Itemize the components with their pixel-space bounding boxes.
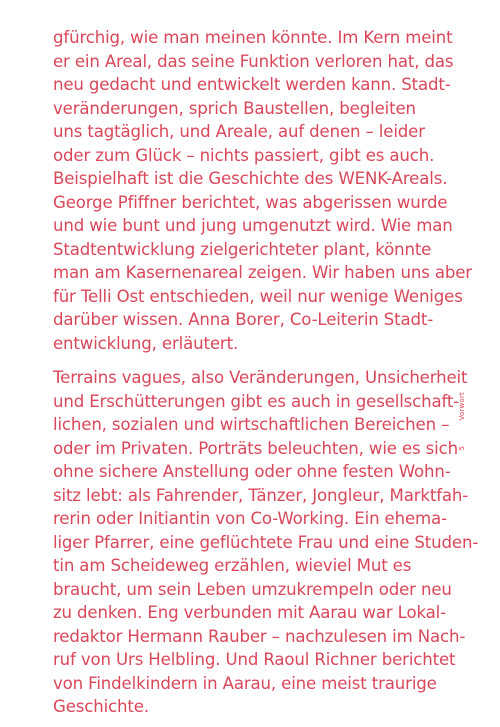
paragraph-1-line: man am Kasernenareal zeigen. Wir haben uns aber [53,263,472,282]
paragraph-1-line: Beispielhaft ist die Geschichte des WENK-Areals. [53,169,448,188]
paragraph-2-line: rerin oder Initiantin von Co-Working. Ein ehema- [53,509,447,528]
paragraph-1-line: gfürchig, wie man meinen könnte. Im Kern meint [53,28,453,47]
paragraph-2-line: liger Pfarrer, eine geflüchtete Frau und eine Studen- [53,532,479,552]
paragraph-1-line: oder zum Glück – nichts passiert, gibt es auch. [53,145,435,165]
paragraph-2-line: von Findelkindern in Aarau, eine meist traurige [53,673,437,693]
paragraph-2-line: Geschichte. [53,697,149,716]
paragraph-2-line: Terrains vagues, also Veränderungen, Unsicherheit [53,368,468,387]
paragraph-1-line: darüber wissen. Anna Borer, Co-Leiterin Stadt- [53,310,434,329]
paragraph-1-line: George Pfiffner berichtet, was abgerissen wurde [53,192,448,212]
paragraph-1-line: entwicklung, erläutert. [53,333,239,353]
paragraph-2-line: sitz lebt: als Fahrender, Tänzer, Jongleur, Marktfah- [53,485,469,505]
paragraph-1-line: für Telli Ost entschieden, weil nur wenige Weniges [53,286,463,306]
paragraph-2-line: redaktor Hermann Rauber – nachzulesen im Nach- [53,626,466,646]
paragraph-2-line: tin am Scheideweg erzählen, wieviel Mut es [53,556,412,575]
paragraph-2-line: braucht, um sein Leben umzukrempeln oder neu [53,579,452,599]
paragraph-2-line: lichen, sozialen und wirtschaftlichen Bereichen – [53,415,450,434]
paragraph-2-line: ruf von Urs Helbling. Und Raoul Richner berichtet [53,650,456,669]
paragraph-1-line: veränderungen, sprich Baustellen, begleiten [53,98,416,118]
section-label: Vorwort [458,392,466,421]
paragraph-2-line: ohne sichere Anstellung oder ohne festen Wohn- [53,462,451,481]
paragraph-1-line: und wie bunt und jung umgenutzt wird. Wie man [53,216,453,235]
paragraph-1-line: neu gedacht und entwickelt werden kann. Stadt- [53,75,451,94]
paragraph-2-line: und Erschütterungen gibt es auch in gesellschaft- [53,391,460,411]
paragraph-2-line: oder im Privaten. Porträts beleuchten, wie es sich [53,438,458,458]
paragraph-1-line: uns tagtäglich, und Areale, auf denen – leider [53,122,425,141]
paragraph-1-line: er ein Areal, das seine Funktion verloren hat, das [53,51,454,71]
paragraph-2-line: zu denken. Eng verbunden mit Aarau war Lokal- [53,603,446,622]
paragraph-1-line: Stadtentwicklung zielgerichteter plant, könnte [53,239,432,259]
page-number: 5 [458,446,466,451]
paragraph-1 [53,26,472,355]
